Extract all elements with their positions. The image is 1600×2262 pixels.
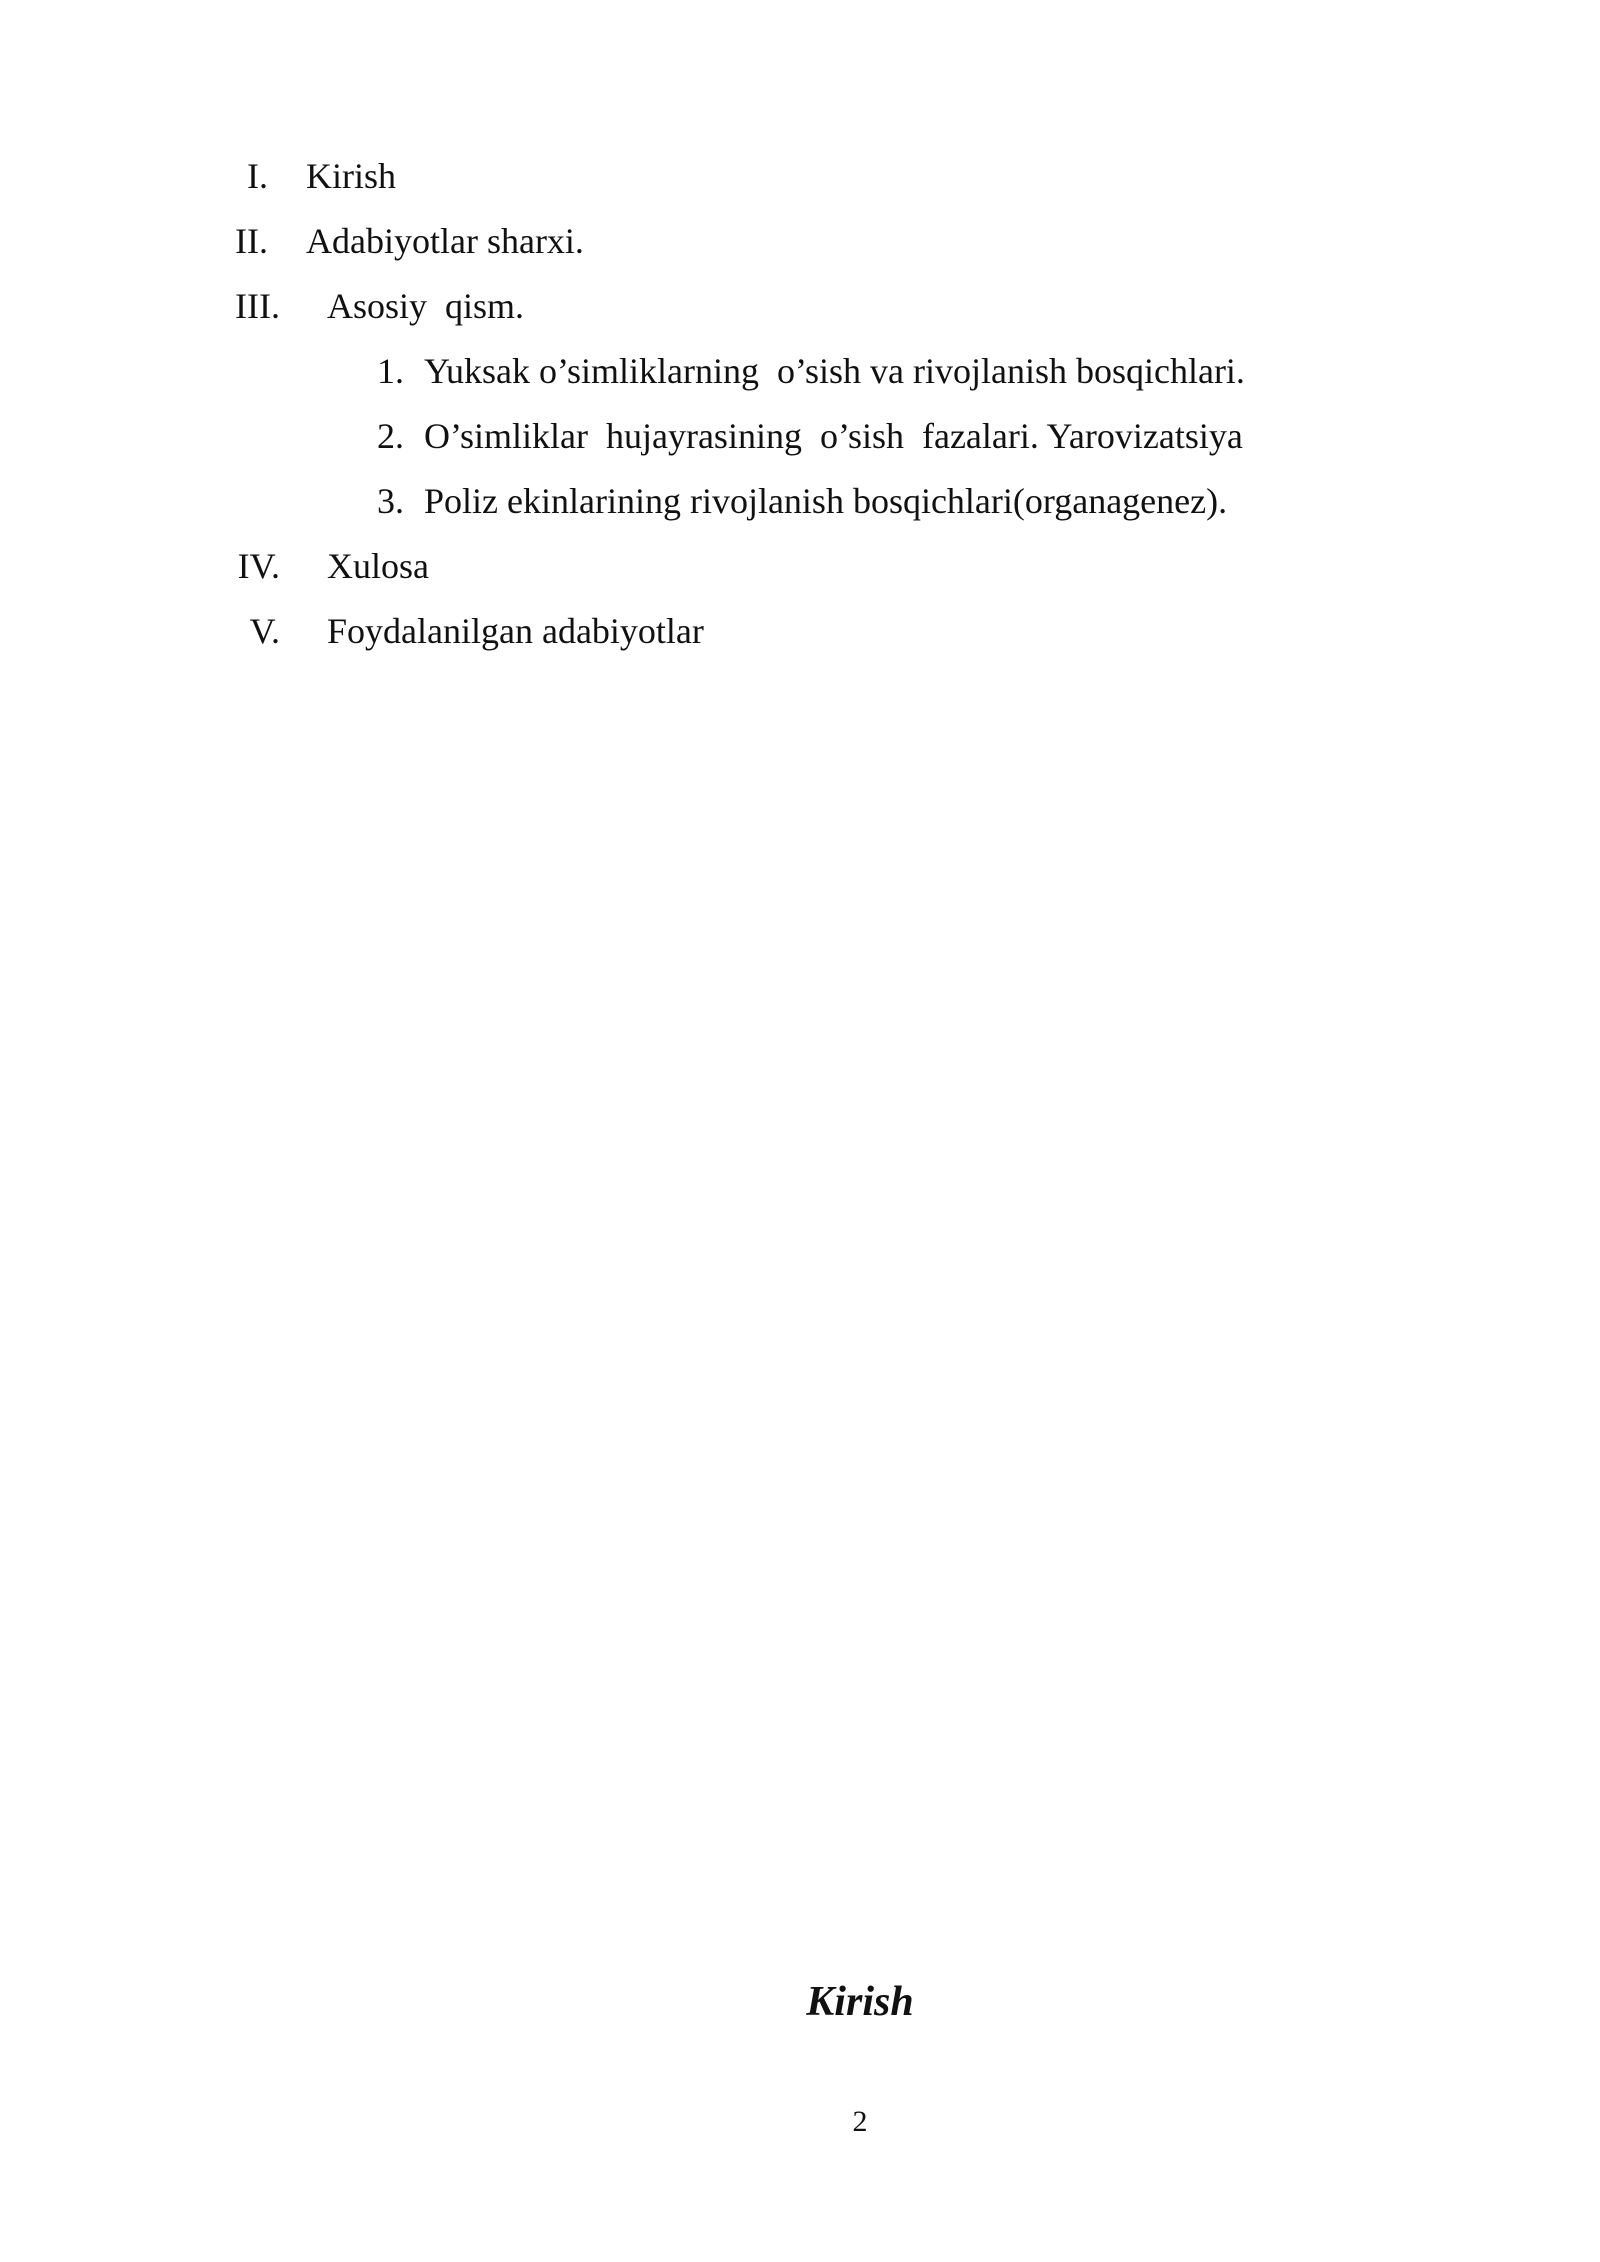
toc-subitem-label: Poliz ekinlarining rivojlanish bosqichlari(organagenez).: [424, 481, 1228, 521]
toc-item-label: Foydalanilgan adabiyotlar: [327, 611, 704, 651]
toc-item-numeral: I.: [247, 156, 268, 196]
toc-item-label: Kirish: [306, 156, 396, 196]
toc-item-label: Adabiyotlar sharxi.: [306, 221, 584, 261]
toc-item-numeral: IV.: [237, 546, 280, 586]
section-heading: Kirish: [806, 1979, 914, 2025]
toc-item-numeral: V.: [249, 611, 280, 651]
toc-subitem-number: 3.: [377, 481, 404, 521]
toc-item-label: Asosiy qism.: [327, 286, 525, 326]
toc-subitem-label: O’simliklar hujayrasining o’sish fazalari. Yarovizatsiya: [424, 416, 1243, 456]
toc-item-label: Xulosa: [327, 546, 429, 586]
toc-item-numeral: II.: [235, 221, 268, 261]
toc-item-numeral: III.: [235, 286, 280, 326]
toc-subitem-number: 2.: [377, 416, 404, 456]
page-number: 2: [852, 2105, 868, 2138]
toc-subitem-label: Yuksak o’simliklarning o’sish va rivojlanish bosqichlari.: [424, 351, 1245, 391]
toc-subitem-number: 1.: [377, 351, 404, 391]
